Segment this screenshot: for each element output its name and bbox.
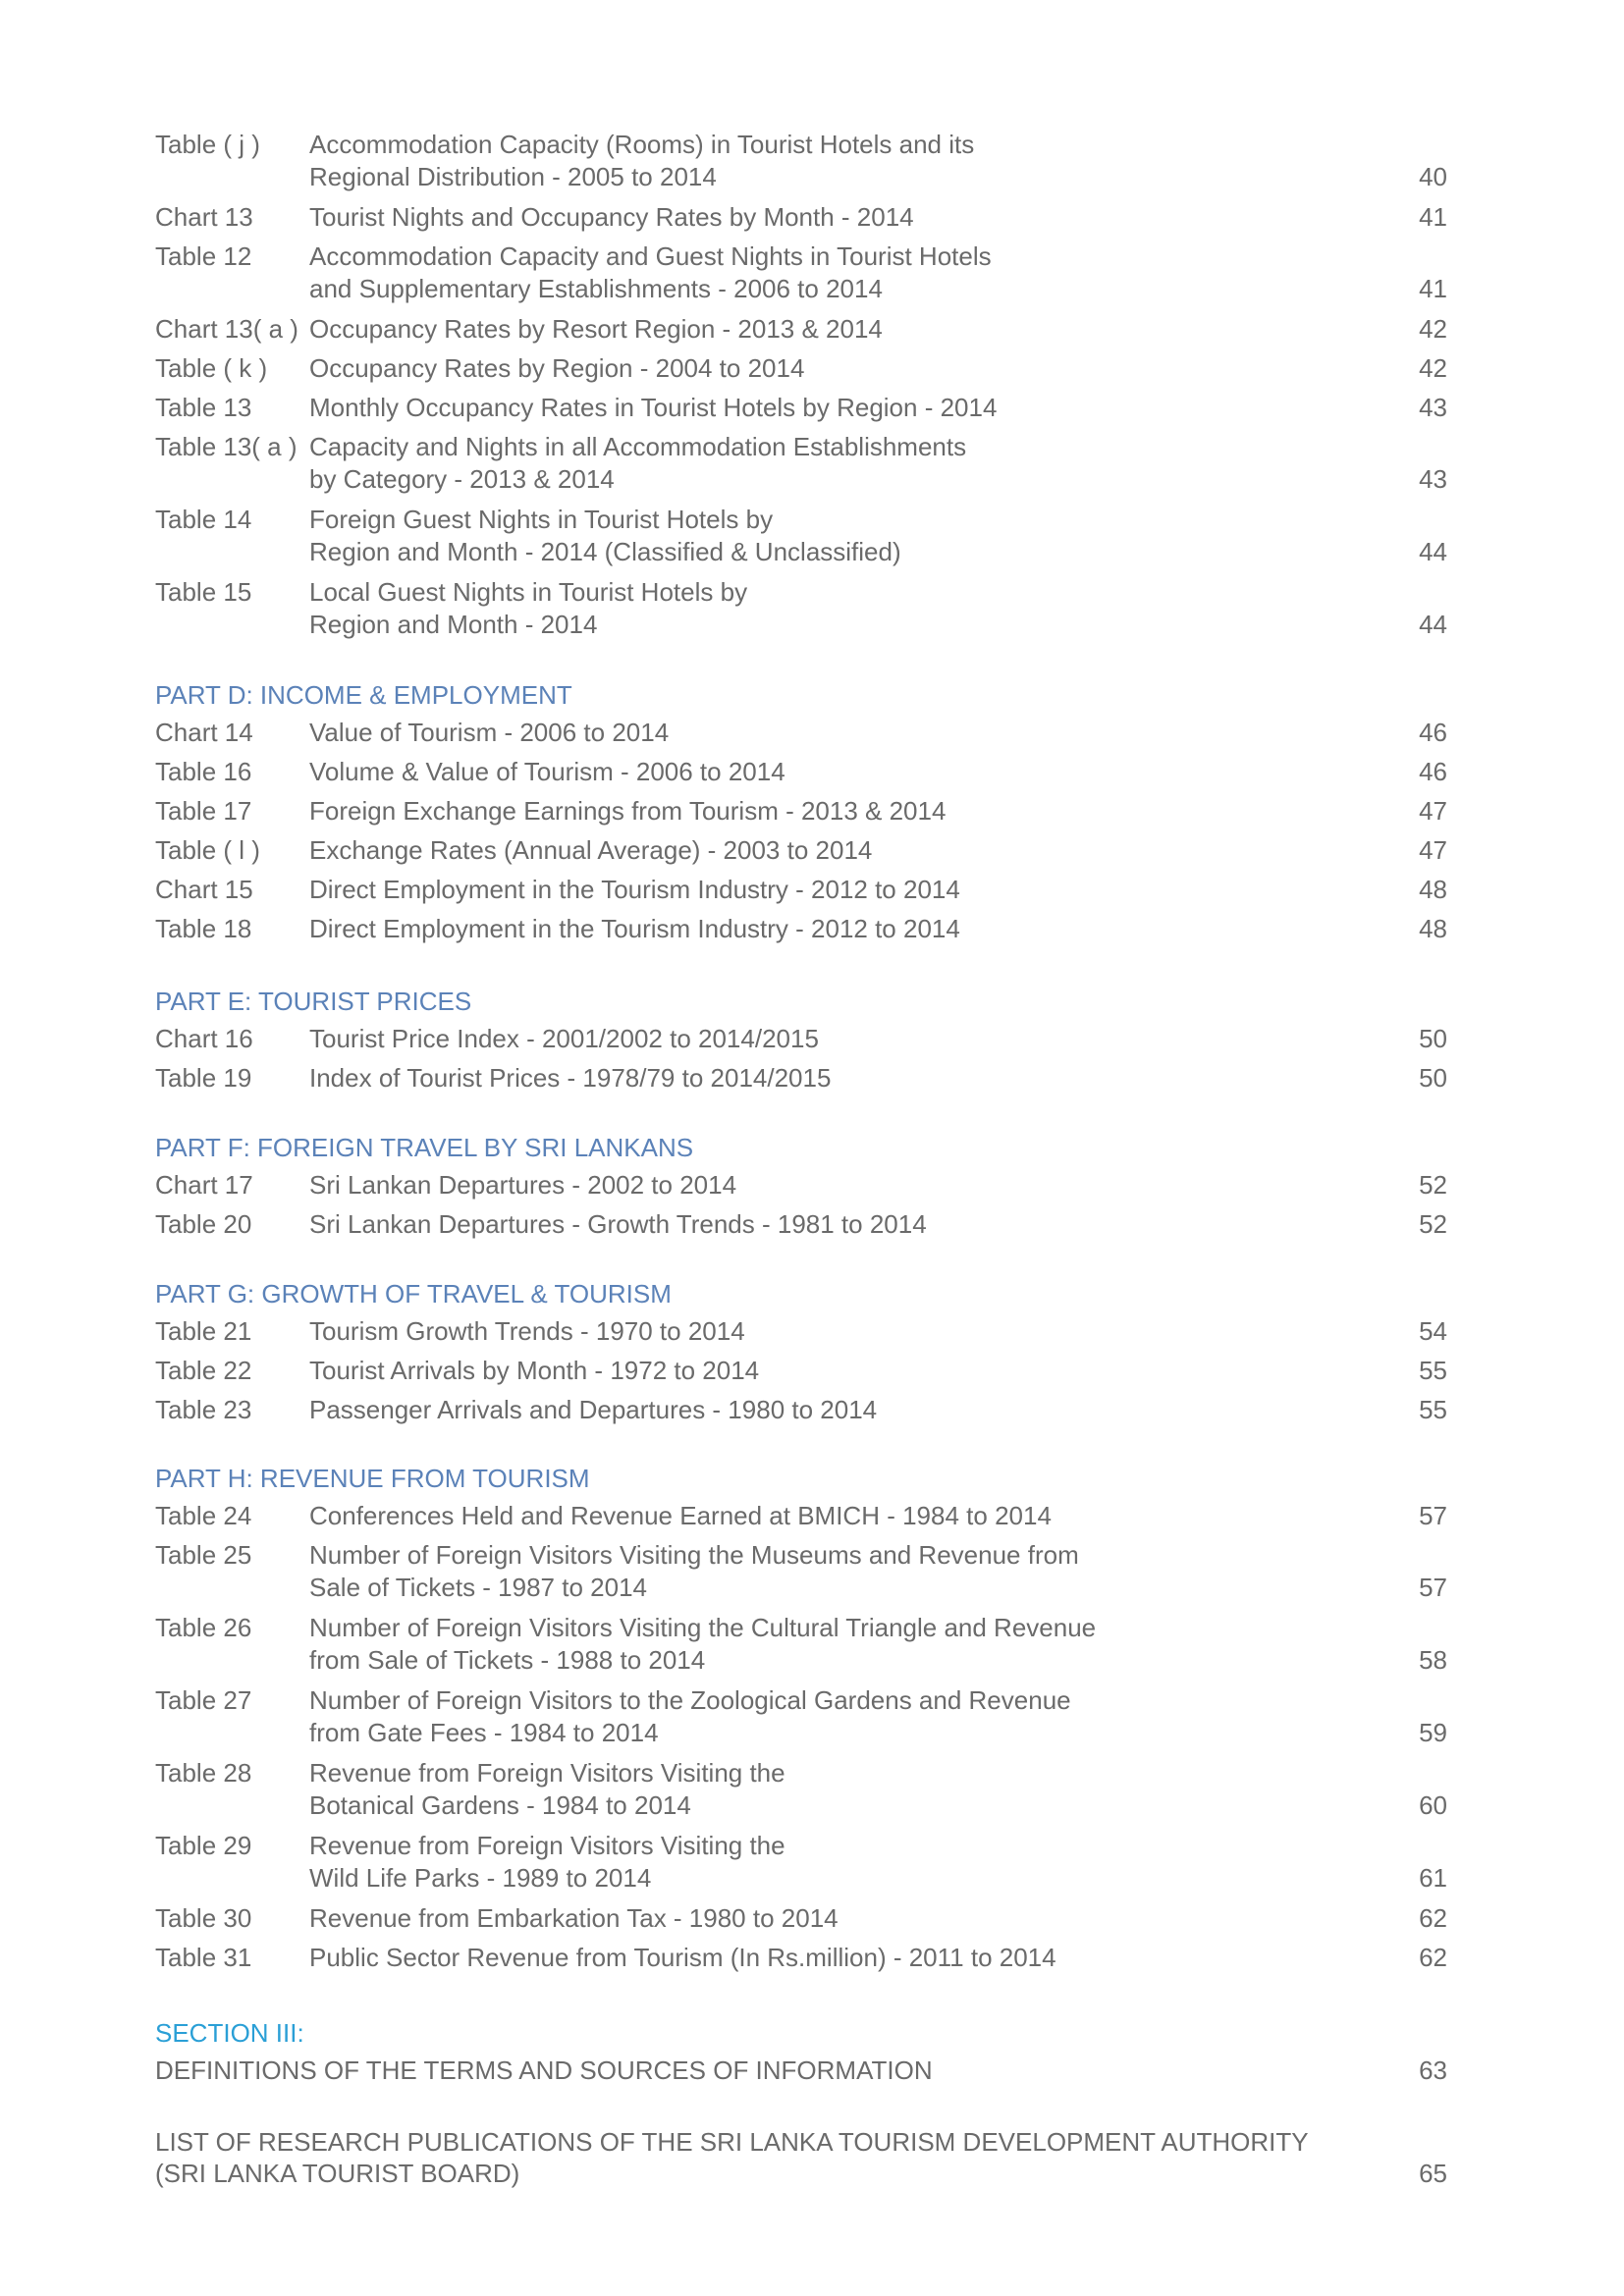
toc-entry-label: Chart 16: [155, 1024, 253, 1053]
toc-entry-title-continued: from Sale of Tickets - 1988 to 2014: [309, 1645, 706, 1675]
toc-entry-label: Table 22: [155, 1356, 252, 1385]
toc-entry-page: 50: [1419, 1063, 1447, 1093]
toc-entry-title: Accommodation Capacity and Guest Nights in Tourist Hotels: [309, 241, 992, 271]
toc-entry-page: 46: [1419, 718, 1447, 747]
toc-entry-page: 41: [1419, 202, 1447, 232]
toc-entry-label: Table 27: [155, 1685, 252, 1715]
toc-entry-title: Direct Employment in the Tourism Industry - 2012 to 2014: [309, 914, 960, 943]
toc-entry-label: Table ( k ): [155, 353, 268, 383]
part-g-heading: PART G: GROWTH OF TRAVEL & TOURISM: [155, 1279, 672, 1308]
part-f-heading: PART F: FOREIGN TRAVEL BY SRI LANKANS: [155, 1133, 694, 1162]
toc-entry-label: Table 14: [155, 505, 252, 534]
toc-entry-label: Table 19: [155, 1063, 252, 1093]
toc-entry-label: Table 13: [155, 393, 252, 422]
toc-entry-title: Foreign Exchange Earnings from Tourism - 2013 & 2014: [309, 796, 947, 826]
toc-entry-page: 57: [1419, 1573, 1447, 1602]
toc-entry-label: Table 17: [155, 796, 252, 826]
toc-entry-label: Table 16: [155, 757, 252, 786]
toc-entry-title: Foreign Guest Nights in Tourist Hotels by: [309, 505, 774, 534]
toc-entry-label: Chart 13( a ): [155, 314, 298, 344]
toc-entry-label: Chart 13: [155, 202, 253, 232]
toc-entry-title: Value of Tourism - 2006 to 2014: [309, 718, 670, 747]
toc-entry-title-continued: Sale of Tickets - 1987 to 2014: [309, 1573, 647, 1602]
toc-entry-title: DEFINITIONS OF THE TERMS AND SOURCES OF INFORMATION: [155, 2056, 933, 2085]
toc-entry-page: 60: [1419, 1790, 1447, 1820]
toc-entry-page: 43: [1419, 393, 1447, 422]
toc-entry-label: Table 28: [155, 1758, 252, 1788]
toc-entry-page: 44: [1419, 537, 1447, 566]
toc-entry-page: 62: [1419, 1943, 1447, 1972]
toc-entry-title: Revenue from Embarkation Tax - 1980 to 2014: [309, 1903, 839, 1933]
toc-entry-title: Sri Lankan Departures - 2002 to 2014: [309, 1170, 737, 1200]
toc-entry-page: 41: [1419, 274, 1447, 303]
toc-entry-label: Table ( j ): [155, 130, 260, 159]
toc-entry-label: Table 26: [155, 1613, 252, 1642]
toc-entry-title: Revenue from Foreign Visitors Visiting the: [309, 1758, 785, 1788]
toc-entry-label: Table 13( a ): [155, 432, 298, 461]
toc-entry-title: Tourist Arrivals by Month - 1972 to 2014: [309, 1356, 760, 1385]
toc-entry-page: 40: [1419, 162, 1447, 191]
toc-entry-title: Tourist Nights and Occupancy Rates by Month - 2014: [309, 202, 914, 232]
toc-entry-page: 43: [1419, 464, 1447, 494]
toc-entry-title: Conferences Held and Revenue Earned at BMICH - 1984 to 2014: [309, 1501, 1052, 1530]
toc-entry-label: Table 29: [155, 1831, 252, 1860]
toc-entry-label: Table 30: [155, 1903, 252, 1933]
part-d-heading: PART D: INCOME & EMPLOYMENT: [155, 680, 572, 710]
toc-entry-title: Occupancy Rates by Resort Region - 2013 & 2014: [309, 314, 883, 344]
toc-entry-title-continued: (SRI LANKA TOURIST BOARD): [155, 2159, 520, 2188]
toc-entry-title: Tourist Price Index - 2001/2002 to 2014/2015: [309, 1024, 819, 1053]
toc-entry-page: 48: [1419, 875, 1447, 904]
section-iii-heading: SECTION III:: [155, 2018, 304, 2048]
toc-entry-title-continued: Regional Distribution - 2005 to 2014: [309, 162, 717, 191]
toc-entry-page: 42: [1419, 353, 1447, 383]
toc-entry-label: Chart 17: [155, 1170, 253, 1200]
toc-entry-page: 65: [1419, 2159, 1447, 2188]
toc-entry-title: Capacity and Nights in all Accommodation Establishments: [309, 432, 967, 461]
toc-entry-title: Number of Foreign Visitors Visiting the Cultural Triangle and Revenue: [309, 1613, 1097, 1642]
toc-entry-label: Chart 15: [155, 875, 253, 904]
toc-entry-title: Index of Tourist Prices - 1978/79 to 2014/2015: [309, 1063, 832, 1093]
toc-entry-title-continued: by Category - 2013 & 2014: [309, 464, 615, 494]
toc-entry-title-continued: Wild Life Parks - 1989 to 2014: [309, 1863, 652, 1893]
part-h-heading: PART H: REVENUE FROM TOURISM: [155, 1464, 590, 1493]
toc-entry-label: Table 24: [155, 1501, 252, 1530]
toc-entry-page: 57: [1419, 1501, 1447, 1530]
toc-entry-title-continued: Botanical Gardens - 1984 to 2014: [309, 1790, 691, 1820]
toc-entry-label: Table 23: [155, 1395, 252, 1424]
toc-entry-title-continued: Region and Month - 2014 (Classified & Unclassified): [309, 537, 901, 566]
toc-entry-title-continued: from Gate Fees - 1984 to 2014: [309, 1718, 659, 1747]
toc-entry-label: Table ( l ): [155, 835, 260, 865]
toc-entry-title: Sri Lankan Departures - Growth Trends - 1981 to 2014: [309, 1209, 927, 1239]
toc-entry-title: LIST OF RESEARCH PUBLICATIONS OF THE SRI LANKA TOURISM DEVELOPMENT AUTHORITY: [155, 2127, 1309, 2157]
toc-entry-page: 48: [1419, 914, 1447, 943]
toc-entry-title: Occupancy Rates by Region - 2004 to 2014: [309, 353, 805, 383]
toc-entry-label: Table 18: [155, 914, 252, 943]
toc-entry-page: 52: [1419, 1170, 1447, 1200]
toc-entry-title: Volume & Value of Tourism - 2006 to 2014: [309, 757, 785, 786]
toc-entry-label: Table 25: [155, 1540, 252, 1570]
toc-entry-title: Accommodation Capacity (Rooms) in Tourist Hotels and its: [309, 130, 975, 159]
toc-entry-page: 62: [1419, 1903, 1447, 1933]
toc-entry-title: Monthly Occupancy Rates in Tourist Hotels by Region - 2014: [309, 393, 998, 422]
toc-entry-label: Table 15: [155, 577, 252, 607]
toc-entry-page: 61: [1419, 1863, 1447, 1893]
toc-entry-title-continued: Region and Month - 2014: [309, 610, 598, 639]
toc-entry-page: 47: [1419, 796, 1447, 826]
toc-entry-label: Table 31: [155, 1943, 252, 1972]
toc-entry-title-continued: and Supplementary Establishments - 2006 to 2014: [309, 274, 883, 303]
toc-entry-page: 44: [1419, 610, 1447, 639]
toc-entry-page: 55: [1419, 1356, 1447, 1385]
toc-entry-title: Passenger Arrivals and Departures - 1980 to 2014: [309, 1395, 878, 1424]
toc-entry-title: Tourism Growth Trends - 1970 to 2014: [309, 1316, 745, 1346]
toc-entry-page: 58: [1419, 1645, 1447, 1675]
toc-entry-title: Exchange Rates (Annual Average) - 2003 to 2014: [309, 835, 873, 865]
toc-entry-page: 55: [1419, 1395, 1447, 1424]
toc-entry-title: Direct Employment in the Tourism Industry - 2012 to 2014: [309, 875, 960, 904]
toc-entry-label: Chart 14: [155, 718, 253, 747]
toc-entry-page: 52: [1419, 1209, 1447, 1239]
toc-entry-label: Table 12: [155, 241, 252, 271]
toc-entry-label: Table 20: [155, 1209, 252, 1239]
part-e-heading: PART E: TOURIST PRICES: [155, 987, 472, 1016]
toc-entry-title: Revenue from Foreign Visitors Visiting the: [309, 1831, 785, 1860]
toc-entry-page: 46: [1419, 757, 1447, 786]
toc-entry-page: 50: [1419, 1024, 1447, 1053]
toc-entry-page: 47: [1419, 835, 1447, 865]
toc-entry-page: 63: [1419, 2056, 1447, 2085]
toc-entry-label: Table 21: [155, 1316, 252, 1346]
toc-entry-title: Local Guest Nights in Tourist Hotels by: [309, 577, 748, 607]
toc-entry-page: 54: [1419, 1316, 1447, 1346]
toc-entry-title: Number of Foreign Visitors Visiting the Museums and Revenue from: [309, 1540, 1079, 1570]
toc-entry-title: Number of Foreign Visitors to the Zoological Gardens and Revenue: [309, 1685, 1071, 1715]
toc-entry-title: Public Sector Revenue from Tourism (In Rs.million) - 2011 to 2014: [309, 1943, 1056, 1972]
toc-entry-page: 59: [1419, 1718, 1447, 1747]
toc-entry-page: 42: [1419, 314, 1447, 344]
